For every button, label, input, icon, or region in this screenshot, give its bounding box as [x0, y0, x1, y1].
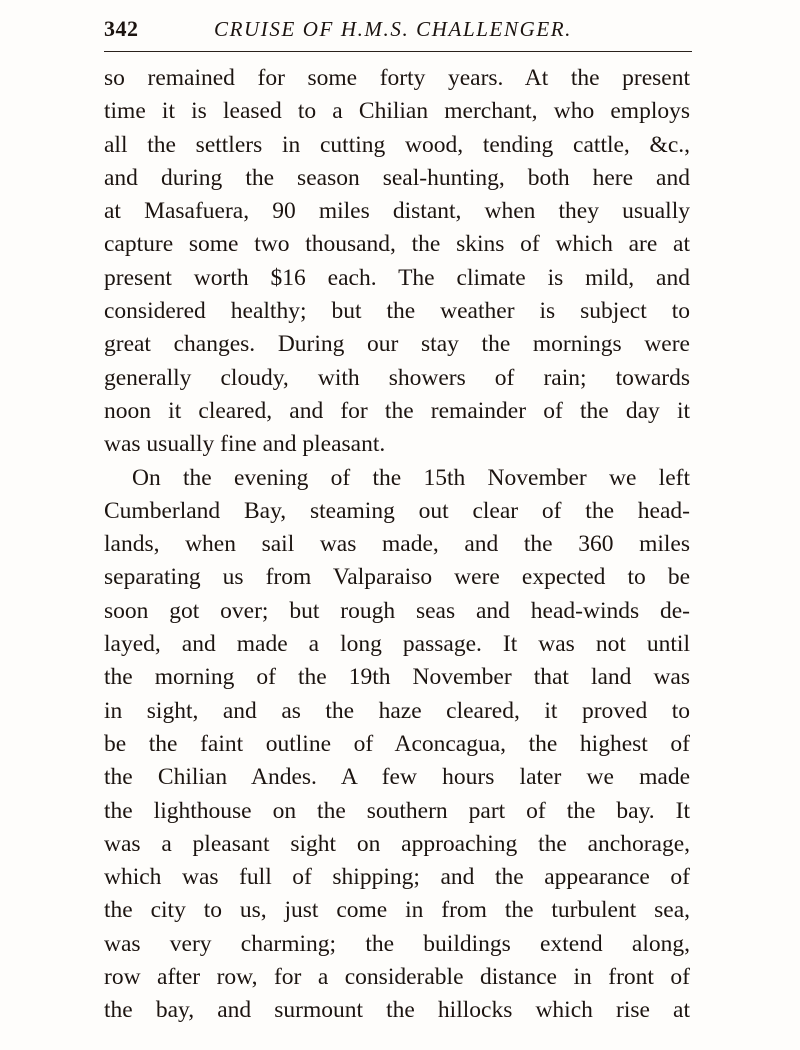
text-line: lands, when sail was made, and the 360 miles [104, 531, 690, 558]
running-title: CRUISE OF H.M.S. CHALLENGER. [214, 17, 573, 41]
page-number: 342 [104, 16, 139, 41]
text-line: considered healthy; but the weather is subject to [104, 298, 690, 325]
text-line: so remained for some forty years. At the present [104, 65, 690, 91]
text-line: soon got over; but rough seas and head-winds de- [104, 597, 690, 624]
text-line: noon it cleared, and for the remainder of the day it [104, 397, 690, 424]
text-line: which was full of shipping; and the appearance of [104, 864, 690, 891]
text-line: was very charming; the buildings extend along, [104, 930, 690, 957]
text-line: generally cloudy, with showers of rain; towards [104, 364, 690, 391]
text-line: the lighthouse on the southern part of the bay. It [104, 797, 690, 824]
text-line: in sight, and as the haze cleared, it proved to [104, 697, 690, 724]
paragraph-start-line: On the evening of the 15th November we left [132, 464, 690, 491]
text-line: separating us from Valparaiso were expected to be [104, 564, 690, 591]
text-line: layed, and made a long passage. It was not until [104, 631, 690, 658]
text-line: time it is leased to a Chilian merchant, who employs [104, 98, 690, 125]
body-text [104, 62, 690, 1028]
text-line: and during the season seal-hunting, both here and [104, 164, 690, 191]
text-line: at Masafuera, 90 miles distant, when they usually [104, 198, 690, 225]
text-line: all the settlers in cutting wood, tending cattle, &c., [104, 131, 690, 158]
text-line: the Chilian Andes. A few hours later we made [104, 764, 690, 791]
text-line: be the faint outline of Aconcagua, the highest of [104, 730, 690, 757]
text-line: row after row, for a considerable distance in front of [104, 964, 690, 991]
text-line: was usually fine and pleasant. [104, 431, 386, 458]
running-head [104, 16, 690, 50]
text-line: the bay, and surmount the hillocks which rise at [104, 997, 690, 1024]
header-rule [104, 51, 692, 52]
text-line: capture some two thousand, the skins of which are at [104, 231, 690, 258]
text-line: the city to us, just come in from the turbulent sea, [104, 897, 690, 924]
text-line: was a pleasant sight on approaching the anchorage, [104, 830, 690, 857]
text-line: present worth $16 each. The climate is mild, and [104, 264, 690, 291]
text-line: Cumberland Bay, steaming out clear of the head- [104, 497, 690, 524]
text-line: great changes. During our stay the mornings were [104, 331, 690, 358]
text-line: the morning of the 19th November that land was [104, 664, 690, 691]
